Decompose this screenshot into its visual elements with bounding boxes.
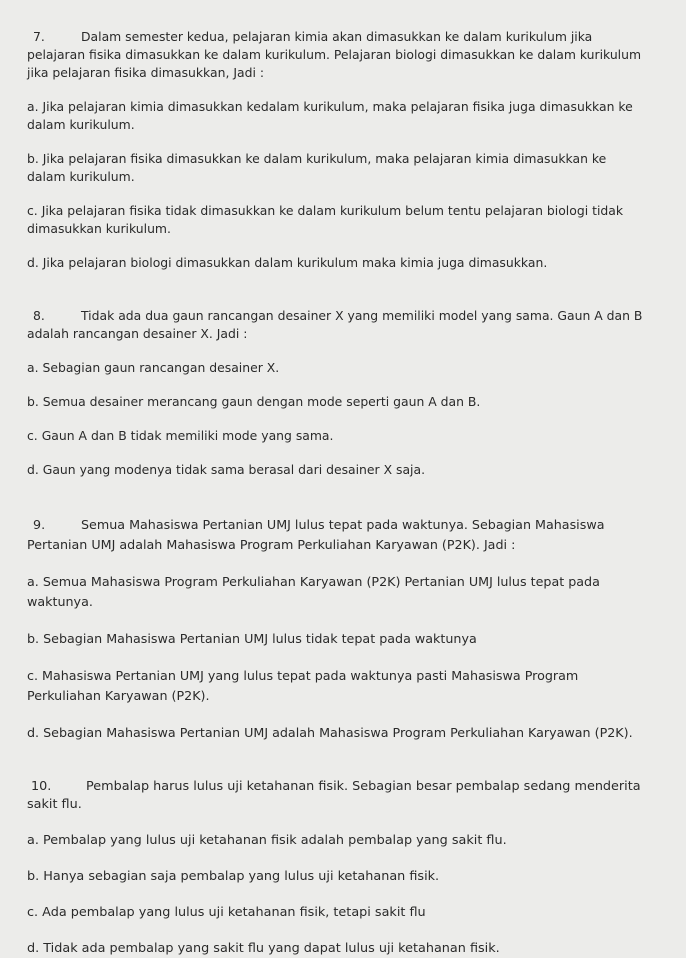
option-a: a. Semua Mahasiswa Program Perkuliahan Karyawan (P2K) Pertanian UMJ lulus tepat pada waktunya. xyxy=(27,574,600,609)
option-d: d. Sebagian Mahasiswa Pertanian UMJ adalah Mahasiswa Program Perkuliahan Karyawan (P2K). xyxy=(27,725,633,740)
question-stem xyxy=(27,515,646,555)
question-8 xyxy=(27,307,646,479)
option-d: d. Tidak ada pembalap yang sakit flu yang dapat lulus uji ketahanan fisik. xyxy=(27,941,500,956)
question-10 xyxy=(27,778,646,958)
question-stem xyxy=(27,307,646,343)
option-d: d. Gaun yang modenya tidak sama berasal dari desainer X saja. xyxy=(27,462,426,477)
option-a: a. Jika pelajaran kimia dimasukkan kedalam kurikulum, maka pelajaran fisika juga dimasukkan ke dalam kurikulum. xyxy=(27,99,633,132)
option-d: d. Jika pelajaran biologi dimasukkan dalam kurikulum maka kimia juga dimasukkan. xyxy=(27,255,548,270)
question-7 xyxy=(27,28,646,272)
question-stem xyxy=(27,778,646,814)
question-stem xyxy=(27,28,646,82)
option-b: b. Jika pelajaran fisika dimasukkan ke dalam kurikulum, maka pelajaran kimia dimasukkan ke dalam kurikulum. xyxy=(27,151,607,184)
option-c: c. Jika pelajaran fisika tidak dimasukkan ke dalam kurikulum belum tentu pelajaran biologi tidak dimasukkan kurikulum. xyxy=(27,203,624,236)
option-b: b. Semua desainer merancang gaun dengan mode seperti gaun A dan B. xyxy=(27,394,481,409)
option-b: b. Sebagian Mahasiswa Pertanian UMJ lulus tidak tepat pada waktunya xyxy=(27,631,477,646)
question-number: 10. xyxy=(31,779,52,794)
option-c: c. Gaun A dan B tidak memiliki mode yang sama. xyxy=(27,428,334,443)
option-b: b. Hanya sebagian saja pembalap yang lulus uji ketahanan fisik. xyxy=(27,869,440,884)
option-a: a. Pembalap yang lulus uji ketahanan fisik adalah pembalap yang sakit flu. xyxy=(27,833,507,848)
option-c: c. Mahasiswa Pertanian UMJ yang lulus tepat pada waktunya pasti Mahasiswa Program Perkuliahan Karyawan (P2K). xyxy=(27,668,579,703)
question-text: Semua Mahasiswa Pertanian UMJ lulus tepat pada waktunya. Sebagian Mahasiswa Pertanian UMJ adalah Mahasiswa Program Perkuliahan Karyawan (P2K). Jadi : xyxy=(27,517,605,552)
question-number: 7. xyxy=(33,29,45,44)
option-a: a. Sebagian gaun rancangan desainer X. xyxy=(27,360,280,375)
question-text: Dalam semester kedua, pelajaran kimia akan dimasukkan ke dalam kurikulum jika pelajaran fisika dimasukkan ke dalam kurikulum. Pelajaran biologi dimasukkan ke dalam kurikulum jika pelajaran fisika dimasukkan, Jadi : xyxy=(27,29,642,80)
question-9 xyxy=(27,515,646,743)
question-text: Pembalap harus lulus uji ketahanan fisik. Sebagian besar pembalap sedang menderita sakit flu. xyxy=(27,779,641,812)
question-number: 8. xyxy=(33,308,45,323)
question-text: Tidak ada dua gaun rancangan desainer X yang memiliki model yang sama. Gaun A dan B adalah rancangan desainer X. Jadi : xyxy=(27,308,643,341)
question-number: 9. xyxy=(33,517,46,532)
option-c: c. Ada pembalap yang lulus uji ketahanan fisik, tetapi sakit flu xyxy=(27,905,426,920)
